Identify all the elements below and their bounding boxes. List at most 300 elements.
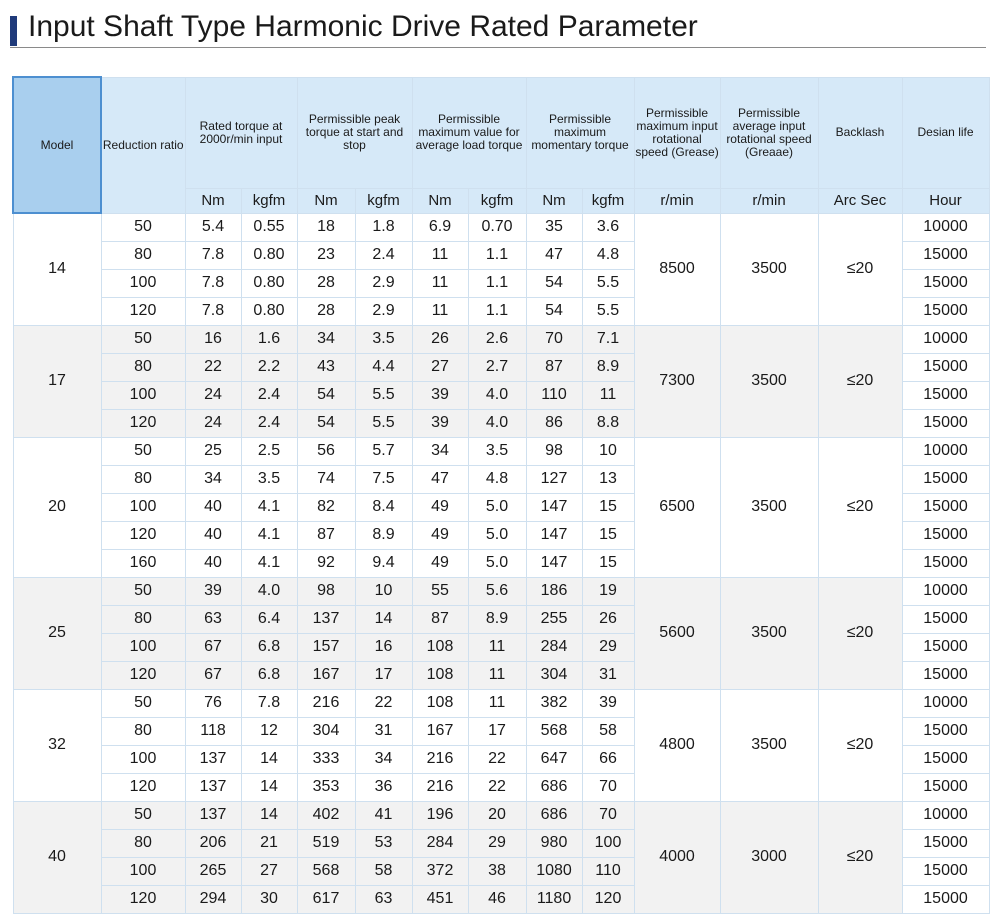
cell-ratio: 120 xyxy=(101,521,185,549)
cell-ratio: 80 xyxy=(101,353,185,381)
max-speed-cell: 6500 xyxy=(634,437,720,577)
cell-momentary-nm: 147 xyxy=(526,549,582,577)
cell-ratio: 50 xyxy=(101,325,185,353)
cell-rated-kgfm: 2.4 xyxy=(241,409,297,437)
cell-rated-nm: 7.8 xyxy=(185,269,241,297)
cell-peak-nm: 519 xyxy=(297,829,355,857)
cell-rated-nm: 40 xyxy=(185,521,241,549)
cell-momentary-kgfm: 19 xyxy=(582,577,634,605)
cell-rated-kgfm: 4.0 xyxy=(241,577,297,605)
cell-momentary-kgfm: 4.8 xyxy=(582,241,634,269)
avg-speed-cell: 3500 xyxy=(720,689,818,801)
cell-rated-nm: 40 xyxy=(185,549,241,577)
cell-momentary-nm: 1080 xyxy=(526,857,582,885)
cell-peak-nm: 54 xyxy=(297,409,355,437)
unit-kgfm: kgfm xyxy=(355,188,412,213)
header-avg-load-torque: Permissible maximum value for average load torque xyxy=(412,77,526,188)
cell-rated-kgfm: 0.55 xyxy=(241,213,297,241)
table-row xyxy=(13,577,989,605)
cell-rated-kgfm: 0.80 xyxy=(241,297,297,325)
backlash-cell: ≤20 xyxy=(818,577,902,689)
unit-nm: Nm xyxy=(185,188,241,213)
cell-avg-kgfm: 2.7 xyxy=(468,353,526,381)
cell-avg-nm: 39 xyxy=(412,409,468,437)
cell-ratio: 50 xyxy=(101,577,185,605)
cell-momentary-kgfm: 26 xyxy=(582,605,634,633)
cell-rated-nm: 118 xyxy=(185,717,241,745)
cell-momentary-kgfm: 8.8 xyxy=(582,409,634,437)
cell-life: 15000 xyxy=(902,661,989,689)
cell-life: 10000 xyxy=(902,437,989,465)
cell-momentary-nm: 686 xyxy=(526,801,582,829)
cell-peak-nm: 157 xyxy=(297,633,355,661)
cell-peak-kgfm: 5.5 xyxy=(355,381,412,409)
cell-ratio: 100 xyxy=(101,381,185,409)
table-row xyxy=(13,437,989,465)
cell-momentary-kgfm: 15 xyxy=(582,521,634,549)
avg-speed-cell: 3500 xyxy=(720,325,818,437)
cell-momentary-kgfm: 100 xyxy=(582,829,634,857)
cell-ratio: 80 xyxy=(101,717,185,745)
cell-rated-nm: 67 xyxy=(185,633,241,661)
cell-momentary-kgfm: 10 xyxy=(582,437,634,465)
cell-life: 15000 xyxy=(902,241,989,269)
cell-ratio: 50 xyxy=(101,437,185,465)
cell-avg-kgfm: 11 xyxy=(468,661,526,689)
cell-rated-nm: 16 xyxy=(185,325,241,353)
backlash-cell: ≤20 xyxy=(818,213,902,325)
cell-life: 15000 xyxy=(902,885,989,913)
cell-peak-nm: 54 xyxy=(297,381,355,409)
cell-avg-nm: 216 xyxy=(412,773,468,801)
cell-peak-kgfm: 8.9 xyxy=(355,521,412,549)
unit-rmin: r/min xyxy=(720,188,818,213)
cell-peak-kgfm: 2.4 xyxy=(355,241,412,269)
cell-rated-nm: 5.4 xyxy=(185,213,241,241)
cell-ratio: 50 xyxy=(101,689,185,717)
cell-rated-kgfm: 14 xyxy=(241,801,297,829)
cell-rated-kgfm: 21 xyxy=(241,829,297,857)
cell-ratio: 120 xyxy=(101,409,185,437)
max-speed-cell: 4800 xyxy=(634,689,720,801)
cell-avg-kgfm: 11 xyxy=(468,633,526,661)
cell-momentary-kgfm: 15 xyxy=(582,493,634,521)
cell-momentary-nm: 87 xyxy=(526,353,582,381)
cell-peak-nm: 18 xyxy=(297,213,355,241)
cell-momentary-nm: 35 xyxy=(526,213,582,241)
cell-rated-nm: 25 xyxy=(185,437,241,465)
cell-peak-kgfm: 9.4 xyxy=(355,549,412,577)
cell-momentary-kgfm: 15 xyxy=(582,549,634,577)
cell-rated-nm: 7.8 xyxy=(185,241,241,269)
cell-momentary-kgfm: 11 xyxy=(582,381,634,409)
model-cell: 17 xyxy=(13,325,101,437)
cell-peak-nm: 23 xyxy=(297,241,355,269)
cell-rated-kgfm: 0.80 xyxy=(241,269,297,297)
cell-life: 15000 xyxy=(902,409,989,437)
cell-avg-kgfm: 1.1 xyxy=(468,269,526,297)
title-accent-bar xyxy=(10,16,17,46)
cell-rated-kgfm: 30 xyxy=(241,885,297,913)
max-speed-cell: 5600 xyxy=(634,577,720,689)
cell-rated-kgfm: 4.1 xyxy=(241,521,297,549)
cell-avg-nm: 284 xyxy=(412,829,468,857)
unit-kgfm: kgfm xyxy=(468,188,526,213)
cell-peak-kgfm: 3.5 xyxy=(355,325,412,353)
cell-momentary-kgfm: 3.6 xyxy=(582,213,634,241)
cell-avg-kgfm: 4.0 xyxy=(468,381,526,409)
max-speed-cell: 7300 xyxy=(634,325,720,437)
cell-rated-kgfm: 2.5 xyxy=(241,437,297,465)
avg-speed-cell: 3000 xyxy=(720,801,818,913)
cell-avg-nm: 11 xyxy=(412,241,468,269)
cell-ratio: 80 xyxy=(101,605,185,633)
cell-ratio: 50 xyxy=(101,213,185,241)
cell-rated-kgfm: 6.8 xyxy=(241,661,297,689)
title-underline xyxy=(10,47,986,48)
cell-avg-kgfm: 4.8 xyxy=(468,465,526,493)
cell-peak-nm: 82 xyxy=(297,493,355,521)
cell-peak-nm: 43 xyxy=(297,353,355,381)
cell-ratio: 120 xyxy=(101,661,185,689)
header-peak-torque: Permissible peak torque at start and stop xyxy=(297,77,412,188)
max-speed-cell: 4000 xyxy=(634,801,720,913)
header-momentary-torque: Permissible maximum momentary torque xyxy=(526,77,634,188)
cell-life: 15000 xyxy=(902,353,989,381)
parameter-table xyxy=(12,76,990,914)
cell-peak-kgfm: 2.9 xyxy=(355,269,412,297)
cell-peak-nm: 617 xyxy=(297,885,355,913)
cell-ratio: 100 xyxy=(101,857,185,885)
cell-avg-nm: 87 xyxy=(412,605,468,633)
cell-rated-kgfm: 0.80 xyxy=(241,241,297,269)
cell-rated-kgfm: 12 xyxy=(241,717,297,745)
cell-avg-kgfm: 22 xyxy=(468,773,526,801)
cell-life: 15000 xyxy=(902,549,989,577)
cell-peak-nm: 304 xyxy=(297,717,355,745)
cell-rated-kgfm: 4.1 xyxy=(241,493,297,521)
cell-momentary-nm: 86 xyxy=(526,409,582,437)
cell-ratio: 100 xyxy=(101,269,185,297)
cell-life: 15000 xyxy=(902,829,989,857)
cell-peak-kgfm: 53 xyxy=(355,829,412,857)
cell-life: 15000 xyxy=(902,465,989,493)
cell-momentary-nm: 147 xyxy=(526,521,582,549)
unit-rmin: r/min xyxy=(634,188,720,213)
cell-momentary-kgfm: 29 xyxy=(582,633,634,661)
table-row xyxy=(13,689,989,717)
cell-momentary-kgfm: 5.5 xyxy=(582,269,634,297)
cell-peak-nm: 87 xyxy=(297,521,355,549)
cell-avg-kgfm: 5.0 xyxy=(468,493,526,521)
cell-peak-nm: 402 xyxy=(297,801,355,829)
cell-rated-kgfm: 3.5 xyxy=(241,465,297,493)
cell-peak-kgfm: 41 xyxy=(355,801,412,829)
cell-momentary-kgfm: 7.1 xyxy=(582,325,634,353)
cell-rated-kgfm: 1.6 xyxy=(241,325,297,353)
cell-avg-nm: 34 xyxy=(412,437,468,465)
cell-rated-nm: 206 xyxy=(185,829,241,857)
cell-peak-nm: 568 xyxy=(297,857,355,885)
cell-peak-nm: 137 xyxy=(297,605,355,633)
cell-rated-kgfm: 2.4 xyxy=(241,381,297,409)
max-speed-cell: 8500 xyxy=(634,213,720,325)
cell-momentary-nm: 70 xyxy=(526,325,582,353)
cell-avg-nm: 55 xyxy=(412,577,468,605)
cell-ratio: 160 xyxy=(101,549,185,577)
cell-momentary-kgfm: 70 xyxy=(582,801,634,829)
cell-momentary-kgfm: 8.9 xyxy=(582,353,634,381)
avg-speed-cell: 3500 xyxy=(720,437,818,577)
cell-life: 15000 xyxy=(902,297,989,325)
table-body xyxy=(13,213,989,913)
cell-life: 15000 xyxy=(902,857,989,885)
cell-momentary-nm: 110 xyxy=(526,381,582,409)
cell-avg-nm: 47 xyxy=(412,465,468,493)
cell-peak-nm: 98 xyxy=(297,577,355,605)
cell-rated-nm: 137 xyxy=(185,773,241,801)
cell-peak-nm: 28 xyxy=(297,269,355,297)
cell-rated-kgfm: 14 xyxy=(241,773,297,801)
cell-avg-kgfm: 4.0 xyxy=(468,409,526,437)
table-header xyxy=(13,77,989,213)
cell-momentary-kgfm: 5.5 xyxy=(582,297,634,325)
cell-peak-kgfm: 17 xyxy=(355,661,412,689)
cell-life: 15000 xyxy=(902,381,989,409)
cell-momentary-kgfm: 110 xyxy=(582,857,634,885)
header-avg-speed: Permissible average input rotational speed (Greaae) xyxy=(720,77,818,188)
cell-avg-nm: 108 xyxy=(412,661,468,689)
cell-avg-nm: 49 xyxy=(412,521,468,549)
cell-momentary-nm: 186 xyxy=(526,577,582,605)
cell-momentary-nm: 284 xyxy=(526,633,582,661)
cell-ratio: 120 xyxy=(101,773,185,801)
cell-peak-kgfm: 16 xyxy=(355,633,412,661)
cell-momentary-kgfm: 31 xyxy=(582,661,634,689)
cell-peak-kgfm: 31 xyxy=(355,717,412,745)
cell-avg-nm: 372 xyxy=(412,857,468,885)
cell-momentary-kgfm: 39 xyxy=(582,689,634,717)
cell-life: 15000 xyxy=(902,633,989,661)
cell-avg-nm: 6.9 xyxy=(412,213,468,241)
cell-momentary-nm: 255 xyxy=(526,605,582,633)
cell-momentary-nm: 54 xyxy=(526,269,582,297)
cell-peak-kgfm: 22 xyxy=(355,689,412,717)
cell-peak-kgfm: 5.5 xyxy=(355,409,412,437)
title-bar xyxy=(10,8,986,48)
cell-momentary-nm: 147 xyxy=(526,493,582,521)
cell-rated-nm: 22 xyxy=(185,353,241,381)
cell-avg-nm: 108 xyxy=(412,689,468,717)
cell-rated-nm: 24 xyxy=(185,409,241,437)
cell-life: 15000 xyxy=(902,745,989,773)
cell-peak-kgfm: 58 xyxy=(355,857,412,885)
cell-peak-kgfm: 2.9 xyxy=(355,297,412,325)
cell-momentary-nm: 1180 xyxy=(526,885,582,913)
cell-momentary-nm: 568 xyxy=(526,717,582,745)
cell-avg-kgfm: 3.5 xyxy=(468,437,526,465)
header-life: Desian life xyxy=(902,77,989,188)
cell-life: 10000 xyxy=(902,325,989,353)
cell-ratio: 100 xyxy=(101,633,185,661)
cell-momentary-kgfm: 66 xyxy=(582,745,634,773)
cell-avg-nm: 216 xyxy=(412,745,468,773)
cell-avg-kgfm: 5.0 xyxy=(468,521,526,549)
cell-life: 10000 xyxy=(902,801,989,829)
header-rated-torque: Rated torque at 2000r/min input xyxy=(185,77,297,188)
cell-momentary-nm: 127 xyxy=(526,465,582,493)
cell-avg-kgfm: 0.70 xyxy=(468,213,526,241)
cell-rated-nm: 40 xyxy=(185,493,241,521)
cell-momentary-nm: 980 xyxy=(526,829,582,857)
cell-peak-nm: 56 xyxy=(297,437,355,465)
cell-avg-nm: 11 xyxy=(412,297,468,325)
cell-rated-kgfm: 4.1 xyxy=(241,549,297,577)
cell-avg-kgfm: 5.6 xyxy=(468,577,526,605)
cell-peak-kgfm: 34 xyxy=(355,745,412,773)
cell-momentary-kgfm: 120 xyxy=(582,885,634,913)
cell-rated-nm: 294 xyxy=(185,885,241,913)
header-max-speed: Permissible maximum input rotational speed (Grease) xyxy=(634,77,720,188)
cell-avg-nm: 27 xyxy=(412,353,468,381)
model-cell: 25 xyxy=(13,577,101,689)
cell-rated-nm: 67 xyxy=(185,661,241,689)
table-row xyxy=(13,325,989,353)
avg-speed-cell: 3500 xyxy=(720,577,818,689)
cell-life: 15000 xyxy=(902,773,989,801)
cell-momentary-nm: 304 xyxy=(526,661,582,689)
cell-life: 10000 xyxy=(902,577,989,605)
header-ratio: Reduction ratio xyxy=(101,77,185,213)
cell-peak-nm: 92 xyxy=(297,549,355,577)
table-row xyxy=(13,213,989,241)
cell-rated-kgfm: 2.2 xyxy=(241,353,297,381)
cell-rated-nm: 7.8 xyxy=(185,297,241,325)
cell-rated-nm: 76 xyxy=(185,689,241,717)
cell-peak-kgfm: 5.7 xyxy=(355,437,412,465)
cell-momentary-kgfm: 58 xyxy=(582,717,634,745)
cell-momentary-kgfm: 13 xyxy=(582,465,634,493)
cell-rated-kgfm: 7.8 xyxy=(241,689,297,717)
cell-rated-nm: 24 xyxy=(185,381,241,409)
cell-rated-nm: 137 xyxy=(185,801,241,829)
avg-speed-cell: 3500 xyxy=(720,213,818,325)
cell-avg-nm: 11 xyxy=(412,269,468,297)
cell-rated-nm: 34 xyxy=(185,465,241,493)
cell-rated-kgfm: 27 xyxy=(241,857,297,885)
cell-avg-kgfm: 38 xyxy=(468,857,526,885)
cell-avg-nm: 167 xyxy=(412,717,468,745)
table-row xyxy=(13,801,989,829)
cell-life: 15000 xyxy=(902,269,989,297)
model-cell: 32 xyxy=(13,689,101,801)
cell-rated-kgfm: 6.8 xyxy=(241,633,297,661)
model-cell: 40 xyxy=(13,801,101,913)
cell-avg-nm: 451 xyxy=(412,885,468,913)
cell-avg-kgfm: 5.0 xyxy=(468,549,526,577)
cell-peak-nm: 34 xyxy=(297,325,355,353)
cell-peak-kgfm: 1.8 xyxy=(355,213,412,241)
cell-peak-nm: 28 xyxy=(297,297,355,325)
cell-momentary-nm: 686 xyxy=(526,773,582,801)
cell-avg-kgfm: 11 xyxy=(468,689,526,717)
header-backlash: Backlash xyxy=(818,77,902,188)
cell-avg-kgfm: 2.6 xyxy=(468,325,526,353)
cell-momentary-nm: 98 xyxy=(526,437,582,465)
model-cell: 14 xyxy=(13,213,101,325)
cell-peak-kgfm: 14 xyxy=(355,605,412,633)
cell-peak-kgfm: 4.4 xyxy=(355,353,412,381)
cell-momentary-nm: 54 xyxy=(526,297,582,325)
cell-avg-nm: 39 xyxy=(412,381,468,409)
cell-ratio: 120 xyxy=(101,885,185,913)
cell-peak-nm: 333 xyxy=(297,745,355,773)
cell-ratio: 100 xyxy=(101,493,185,521)
cell-rated-nm: 63 xyxy=(185,605,241,633)
cell-peak-kgfm: 63 xyxy=(355,885,412,913)
unit-kgfm: kgfm xyxy=(582,188,634,213)
cell-ratio: 120 xyxy=(101,297,185,325)
cell-rated-kgfm: 14 xyxy=(241,745,297,773)
cell-peak-kgfm: 10 xyxy=(355,577,412,605)
cell-rated-nm: 137 xyxy=(185,745,241,773)
cell-avg-nm: 49 xyxy=(412,549,468,577)
unit-hour: Hour xyxy=(902,188,989,213)
cell-avg-kgfm: 8.9 xyxy=(468,605,526,633)
cell-rated-nm: 265 xyxy=(185,857,241,885)
cell-avg-nm: 26 xyxy=(412,325,468,353)
cell-avg-nm: 108 xyxy=(412,633,468,661)
model-cell: 20 xyxy=(13,437,101,577)
cell-peak-nm: 167 xyxy=(297,661,355,689)
cell-ratio: 100 xyxy=(101,745,185,773)
backlash-cell: ≤20 xyxy=(818,689,902,801)
cell-peak-kgfm: 36 xyxy=(355,773,412,801)
cell-ratio: 50 xyxy=(101,801,185,829)
cell-avg-kgfm: 46 xyxy=(468,885,526,913)
cell-avg-nm: 196 xyxy=(412,801,468,829)
cell-avg-nm: 49 xyxy=(412,493,468,521)
cell-life: 15000 xyxy=(902,605,989,633)
cell-life: 15000 xyxy=(902,493,989,521)
unit-nm: Nm xyxy=(297,188,355,213)
cell-life: 15000 xyxy=(902,717,989,745)
page-title: Input Shaft Type Harmonic Drive Rated Parameter xyxy=(28,10,698,43)
cell-peak-nm: 216 xyxy=(297,689,355,717)
cell-avg-kgfm: 1.1 xyxy=(468,241,526,269)
cell-peak-nm: 74 xyxy=(297,465,355,493)
cell-rated-nm: 39 xyxy=(185,577,241,605)
cell-life: 15000 xyxy=(902,521,989,549)
cell-momentary-kgfm: 70 xyxy=(582,773,634,801)
backlash-cell: ≤20 xyxy=(818,801,902,913)
unit-arcsec: Arc Sec xyxy=(818,188,902,213)
backlash-cell: ≤20 xyxy=(818,325,902,437)
cell-peak-kgfm: 7.5 xyxy=(355,465,412,493)
cell-peak-kgfm: 8.4 xyxy=(355,493,412,521)
cell-peak-nm: 353 xyxy=(297,773,355,801)
cell-avg-kgfm: 22 xyxy=(468,745,526,773)
cell-ratio: 80 xyxy=(101,829,185,857)
cell-avg-kgfm: 20 xyxy=(468,801,526,829)
cell-momentary-nm: 647 xyxy=(526,745,582,773)
unit-nm: Nm xyxy=(412,188,468,213)
cell-life: 10000 xyxy=(902,213,989,241)
backlash-cell: ≤20 xyxy=(818,437,902,577)
unit-kgfm: kgfm xyxy=(241,188,297,213)
cell-ratio: 80 xyxy=(101,241,185,269)
cell-avg-kgfm: 29 xyxy=(468,829,526,857)
